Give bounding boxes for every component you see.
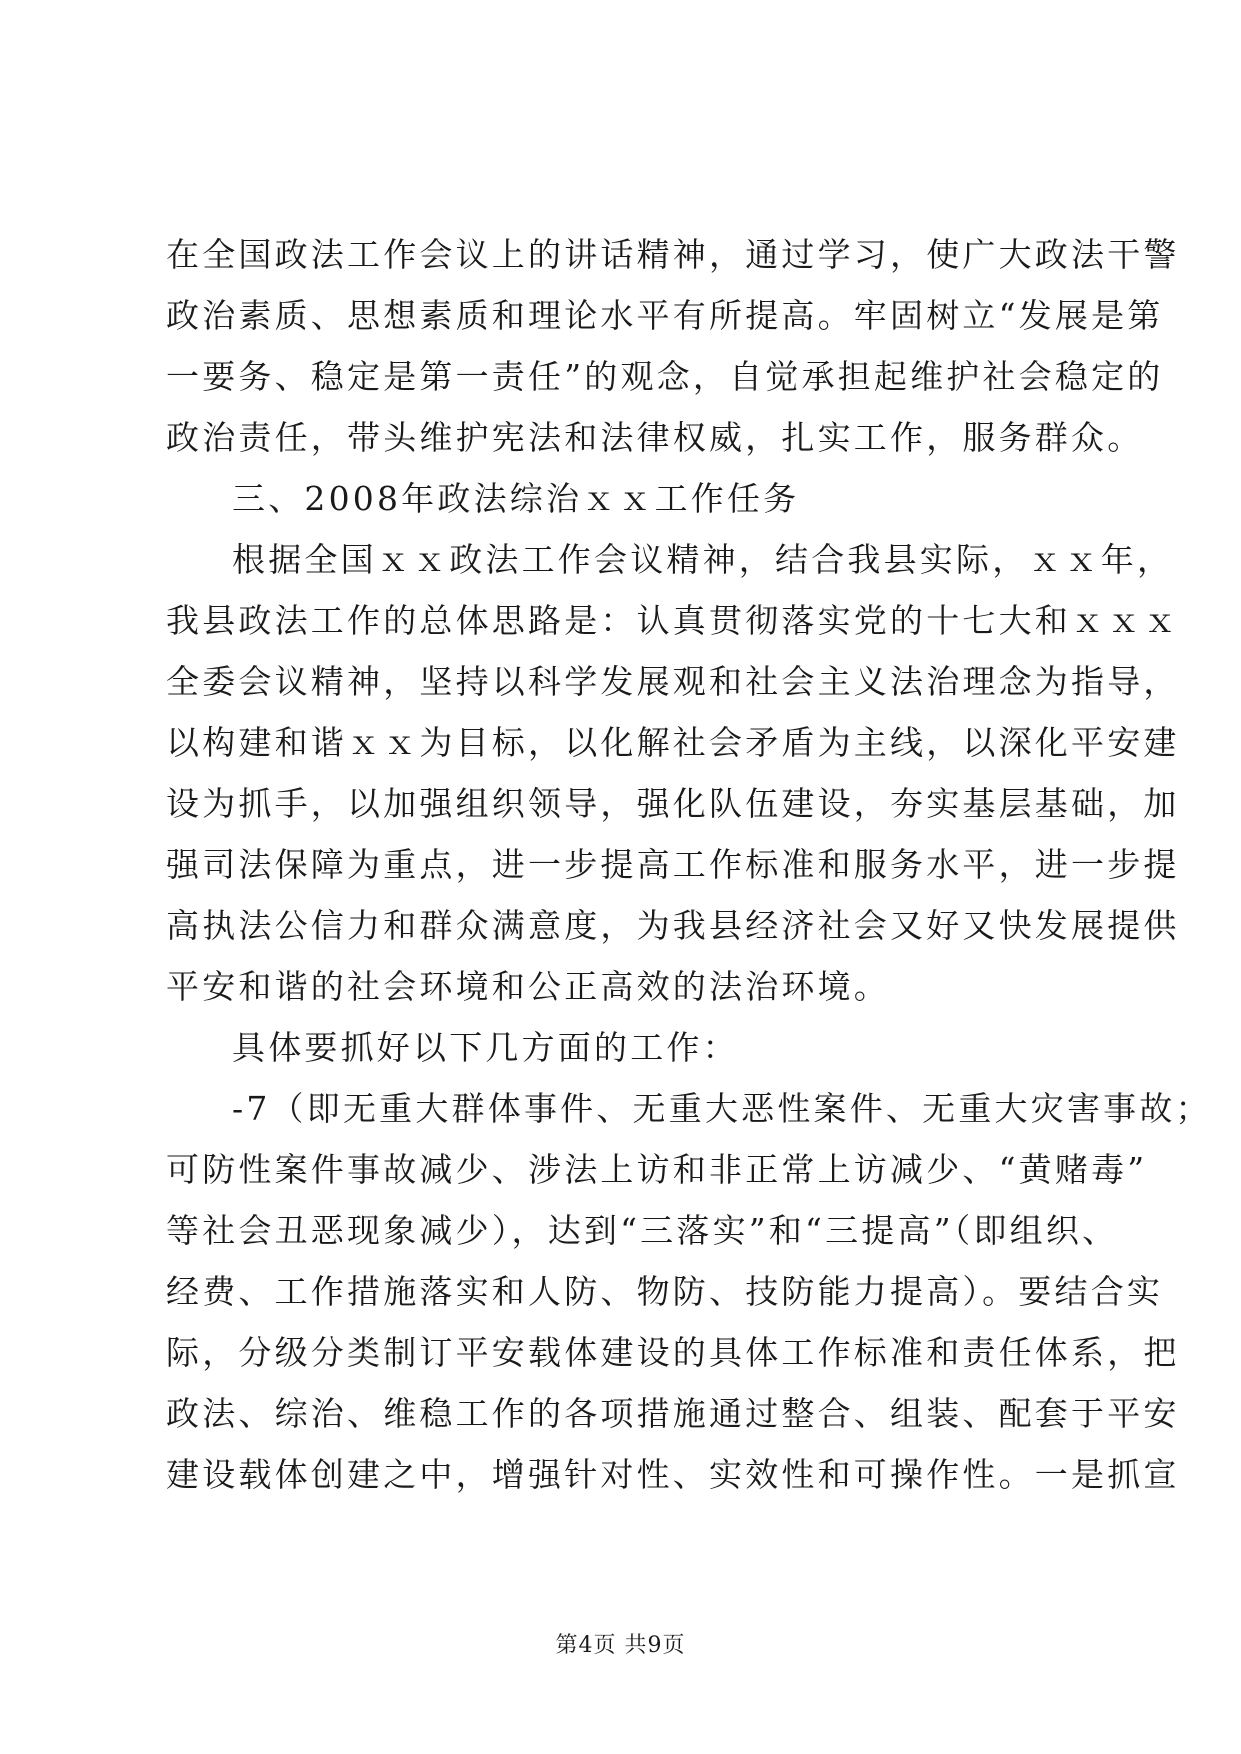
body-line: 我县政法工作的总体思路是：认真贯彻落实党的十七大和ｘｘｘ — [166, 601, 1180, 640]
body-line: 全委会议精神，坚持以科学发展观和社会主义法治理念为指导， — [166, 662, 1180, 701]
body-line: 强司法保障为重点，进一步提高工作标准和服务水平，进一步提 — [166, 845, 1180, 884]
body-line: 际，分级分类制订平安载体建设的具体工作标准和责任体系，把 — [166, 1333, 1180, 1372]
body-line: 建设载体创建之中，增强针对性、实效性和可操作性。一是抓宣 — [166, 1455, 1180, 1494]
document-body — [166, 224, 1212, 1505]
section-heading: 三、2008年政法综治ｘｘ工作任务 — [232, 479, 800, 518]
body-line: 平安和谐的社会环境和公正高效的法治环境。 — [166, 967, 890, 1006]
body-line: 可防性案件事故减少、涉法上访和非正常上访减少、“黄赌毒” — [166, 1150, 1148, 1189]
body-line: 政治责任，带头维护宪法和法律权威，扎实工作，服务群众。 — [166, 418, 1144, 457]
body-line: 在全国政法工作会议上的讲话精神，通过学习，使广大政法干警 — [166, 235, 1180, 274]
body-line: 一要务、稳定是第一责任”的观念，自觉承担起维护社会稳定的 — [166, 357, 1164, 396]
paragraph-first-line: -7（即无重大群体事件、无重大恶性案件、无重大灾害事故； — [232, 1089, 1212, 1128]
body-line: 以构建和谐ｘｘ为目标，以化解社会矛盾为主线，以深化平安建 — [166, 723, 1180, 762]
body-line: 等社会丑恶现象减少），达到“三落实”和“三提高”（即组织、 — [166, 1211, 1119, 1250]
paragraph-first-line: 具体要抓好以下几方面的工作： — [232, 1028, 739, 1067]
paragraph-first-line: 根据全国ｘｘ政法工作会议精神，结合我县实际，ｘｘ年， — [232, 540, 1174, 579]
body-line: 高执法公信力和群众满意度，为我县经济社会又好又快发展提供 — [166, 906, 1180, 945]
body-line: 设为抓手，以加强组织领导，强化队伍建设，夯实基层基础，加 — [166, 784, 1180, 823]
body-line: 政法、综治、维稳工作的各项措施通过整合、组装、配套于平安 — [166, 1394, 1180, 1433]
body-line: 政治素质、思想素质和理论水平有所提高。牢固树立“发展是第 — [166, 296, 1164, 335]
body-line: 经费、工作措施落实和人防、物防、技防能力提高）。要结合实 — [166, 1272, 1164, 1311]
page-number-footer: 第4页 共9页 — [555, 1633, 686, 1658]
